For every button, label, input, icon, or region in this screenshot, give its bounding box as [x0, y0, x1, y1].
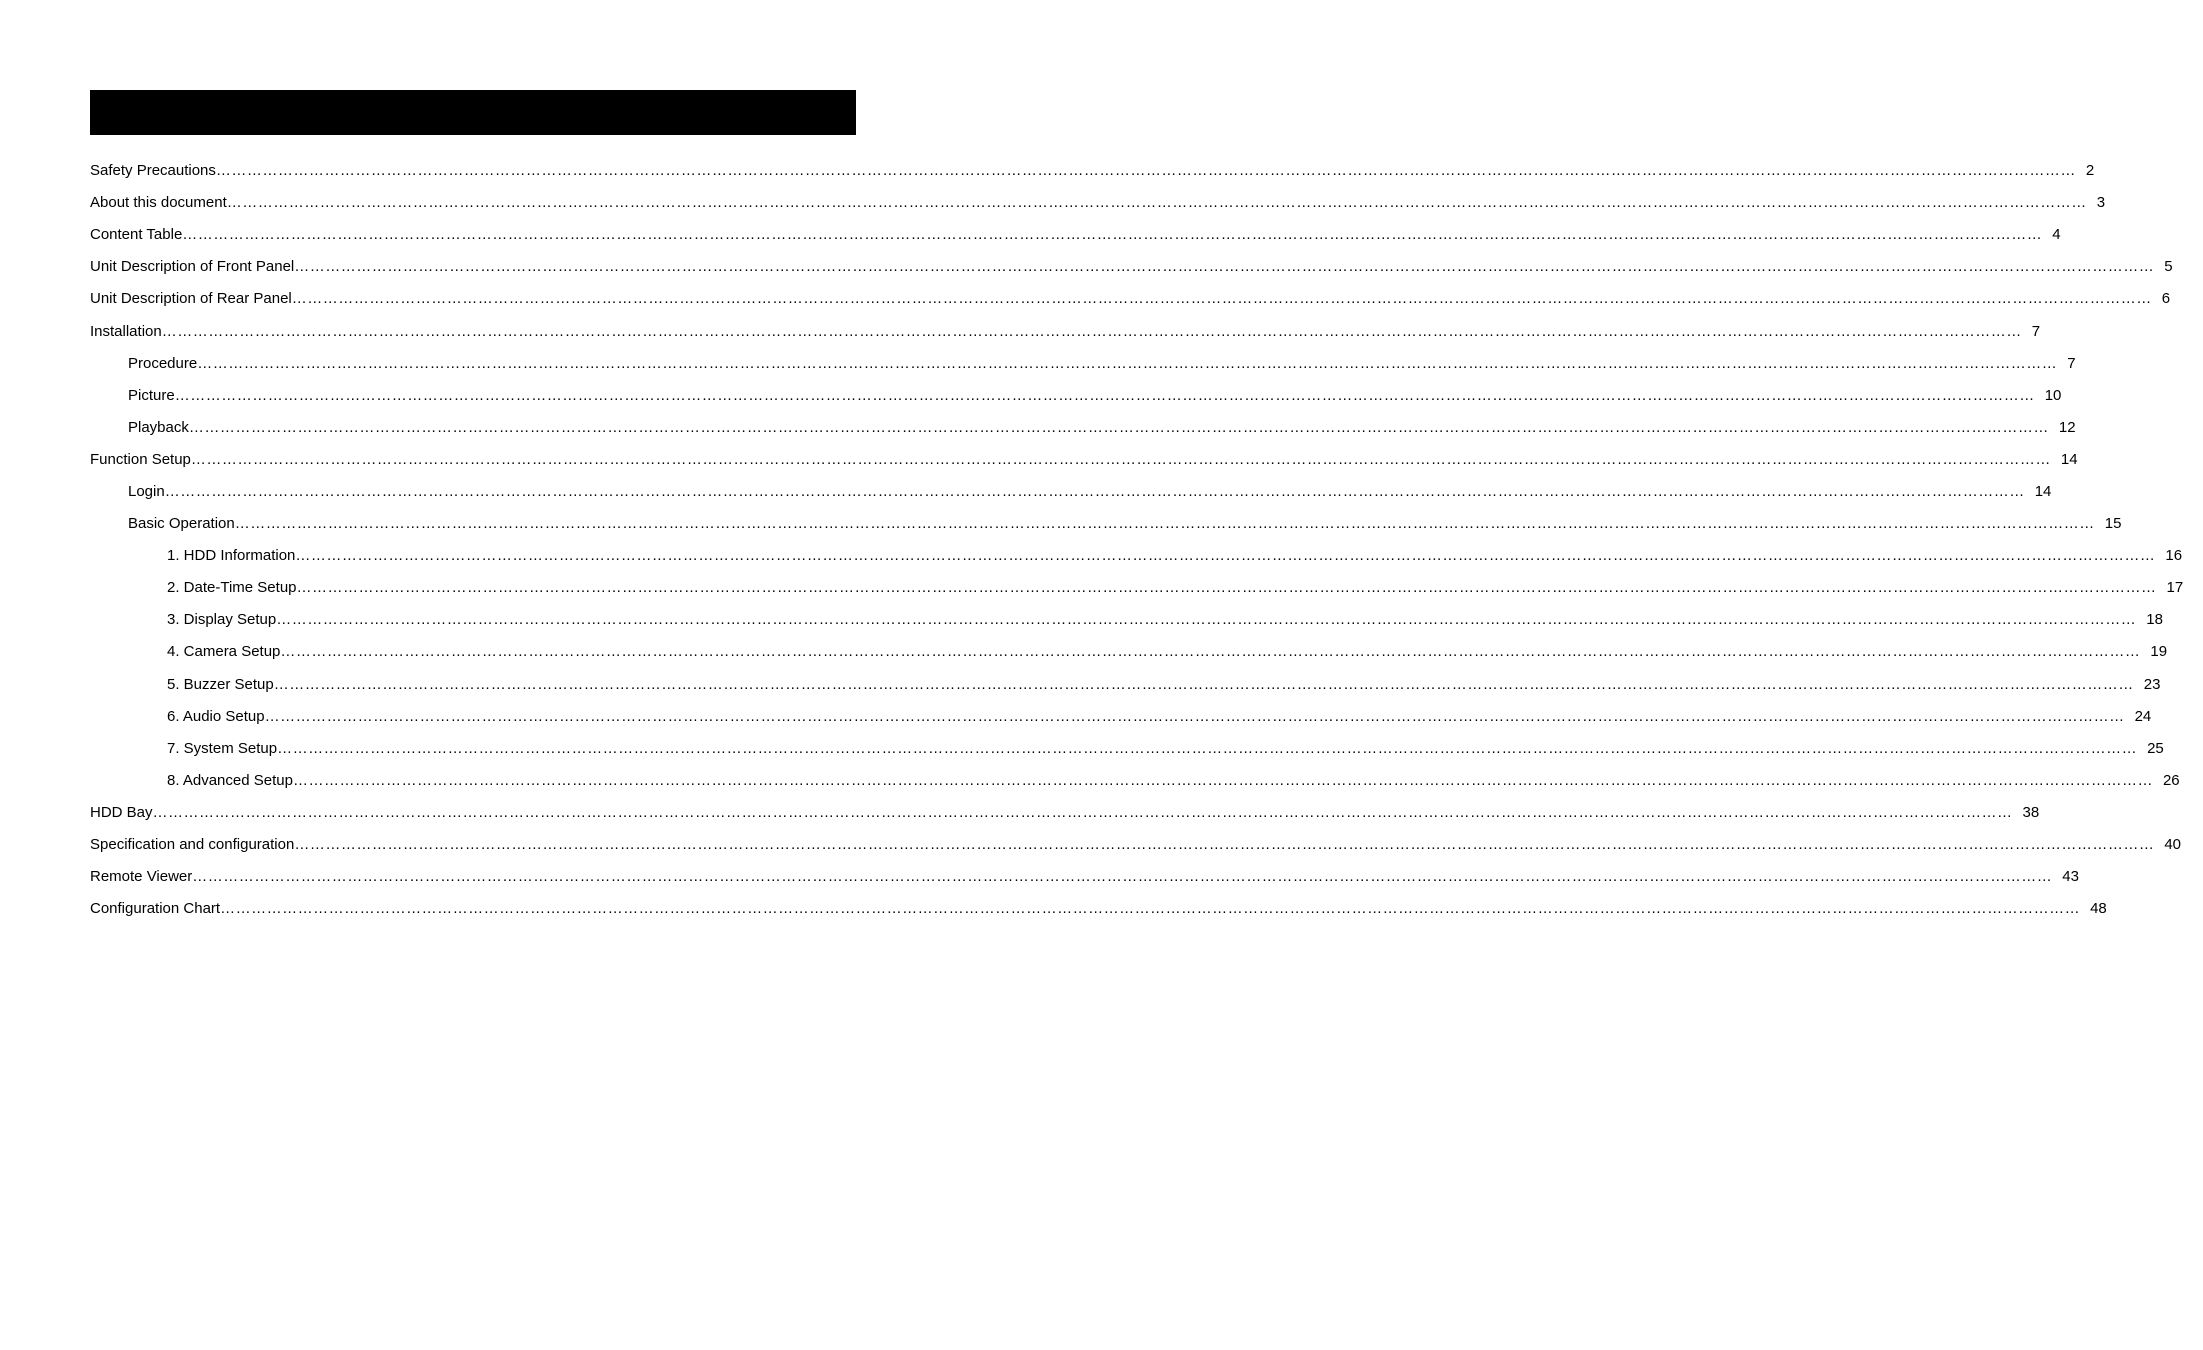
toc-entry-page: 40	[2164, 836, 2181, 854]
toc-entry-label: 5. Buzzer Setup	[167, 675, 274, 693]
toc-entry-page: 38	[2022, 803, 2040, 821]
toc-leader-dots: ………………………………………………………………………………………………………………………………………………………………………………………………………………………………………………………………………………………………………………………………	[215, 162, 2076, 180]
toc-leader-dots: ………………………………………………………………………………………………………………………………………………………………………………………………………………………………………………………………………………………………………………………………	[152, 803, 2013, 821]
toc-leader-dots: ………………………………………………………………………………………………………………………………………………………………………………………………………………………………………………………………………………………………………………………………	[197, 354, 2058, 372]
toc-entry[interactable]	[90, 540, 2183, 572]
toc-entry[interactable]	[90, 604, 2163, 636]
toc-entry[interactable]	[90, 155, 2095, 187]
toc-entry[interactable]	[90, 701, 2152, 733]
toc-entry[interactable]	[90, 765, 2180, 797]
toc-entry[interactable]	[90, 187, 2106, 219]
toc-entry-label: Picture	[128, 386, 175, 404]
toc-leader-dots: ………………………………………………………………………………………………………………………………………………………………………………………………………………………………………………………………………………………………………………………………	[295, 547, 2156, 565]
toc-leader-dots: ………………………………………………………………………………………………………………………………………………………………………………………………………………………………………………………………………………………………………………………………	[164, 482, 2025, 500]
toc-leader-dots: ………………………………………………………………………………………………………………………………………………………………………………………………………………………………………………………………………………………………………………………………	[264, 707, 2125, 725]
toc-leader-dots: ………………………………………………………………………………………………………………………………………………………………………………………………………………………………………………………………………………………………………………………………	[291, 290, 2152, 308]
toc-leader-dots: ………………………………………………………………………………………………………………………………………………………………………………………………………………………………………………………………………………………………………………………………	[226, 194, 2087, 212]
toc-entry-page: 19	[2150, 643, 2168, 661]
toc-entry-label: Basic Operation	[128, 515, 235, 533]
toc-leader-dots: ………………………………………………………………………………………………………………………………………………………………………………………………………………………………………………………………………………………………………………………………	[296, 579, 2157, 597]
toc-entry-page: 24	[2134, 707, 2152, 725]
toc-entry-label: HDD Bay	[90, 803, 153, 821]
toc-entry-page: 15	[2104, 515, 2122, 533]
toc-leader-dots: ………………………………………………………………………………………………………………………………………………………………………………………………………………………………………………………………………………………………………………………………	[276, 611, 2137, 629]
toc-leader-dots: ………………………………………………………………………………………………………………………………………………………………………………………………………………………………………………………………………………………………………………………………	[234, 515, 2095, 533]
toc-leader-dots: ………………………………………………………………………………………………………………………………………………………………………………………………………………………………………………………………………………………………………………………………	[188, 418, 2049, 436]
toc-entry-page: 12	[2058, 418, 2076, 436]
toc-entry[interactable]	[90, 476, 2052, 508]
toc-entry[interactable]	[90, 348, 2076, 380]
toc-entry-page: 10	[2044, 386, 2062, 404]
toc-entry-label: Specification and configuration	[90, 836, 295, 854]
toc-entry[interactable]	[90, 380, 2062, 412]
toc-leader-dots: ………………………………………………………………………………………………………………………………………………………………………………………………………………………………………………………………………………………………………………………………	[174, 386, 2035, 404]
toc-entry[interactable]	[90, 893, 2107, 925]
toc-entry-label: Unit Description of Rear Panel	[90, 290, 292, 308]
toc-entry-page: 14	[2034, 482, 2052, 500]
toc-entry[interactable]	[90, 219, 2061, 251]
toc-entry-page: 17	[2166, 579, 2184, 597]
toc-entry-label: Login	[128, 482, 165, 500]
toc-entry-label: Function Setup	[90, 450, 191, 468]
toc-entry-page: 7	[2031, 322, 2041, 340]
toc-leader-dots: ………………………………………………………………………………………………………………………………………………………………………………………………………………………………………………………………………………………………………………………………	[292, 771, 2153, 789]
toc-leader-dots: ………………………………………………………………………………………………………………………………………………………………………………………………………………………………………………………………………………………………………………………………	[220, 900, 2081, 918]
toc-entry-label: Playback	[128, 418, 189, 436]
toc-entry-label: 6. Audio Setup	[167, 707, 265, 725]
toc-entry-page: 48	[2090, 900, 2107, 918]
toc-entry-label: Remote Viewer	[90, 868, 193, 886]
toc-entry-label: Configuration Chart	[90, 900, 221, 918]
toc-entry[interactable]	[90, 669, 2161, 701]
toc-leader-dots: ………………………………………………………………………………………………………………………………………………………………………………………………………………………………………………………………………………………………………………………………	[192, 868, 2053, 886]
toc-entry-label: 3. Display Setup	[167, 611, 277, 629]
toc-entry-page: 6	[2161, 290, 2171, 308]
toc-entry[interactable]	[90, 412, 2076, 444]
toc-entry-page: 23	[2143, 675, 2161, 693]
toc-entry-label: Installation	[90, 322, 162, 340]
toc-entry[interactable]	[90, 572, 2184, 604]
toc-leader-dots: ………………………………………………………………………………………………………………………………………………………………………………………………………………………………………………………………………………………………………………………………	[190, 450, 2051, 468]
header-bar	[90, 90, 856, 135]
toc-entry-label: 8. Advanced Setup	[167, 771, 293, 789]
toc-entry[interactable]	[90, 829, 2181, 861]
toc-entry[interactable]	[90, 508, 2122, 540]
toc-entry-label: Content Table	[90, 226, 183, 244]
toc-entry-page: 18	[2146, 611, 2163, 629]
toc-entry-page: 7	[2067, 354, 2076, 372]
toc-entry-page: 26	[2162, 771, 2180, 789]
toc-entry[interactable]	[90, 636, 2168, 668]
toc-entry[interactable]	[90, 861, 2079, 893]
toc-leader-dots: ………………………………………………………………………………………………………………………………………………………………………………………………………………………………………………………………………………………………………………………………	[277, 739, 2138, 757]
toc-entry[interactable]	[90, 283, 2171, 315]
toc-entry-label: 1. HDD Information	[167, 547, 296, 565]
toc-leader-dots: ………………………………………………………………………………………………………………………………………………………………………………………………………………………………………………………………………………………………………………………………	[273, 675, 2134, 693]
toc-leader-dots: ………………………………………………………………………………………………………………………………………………………………………………………………………………………………………………………………………………………………………………………………	[280, 643, 2141, 661]
toc-entry[interactable]	[90, 251, 2173, 283]
toc-leader-dots: ………………………………………………………………………………………………………………………………………………………………………………………………………………………………………………………………………………………………………………………………	[294, 836, 2155, 854]
toc-entry-page: 43	[2062, 868, 2079, 886]
toc-entry[interactable]	[90, 315, 2041, 347]
toc-entry-page: 2	[2085, 162, 2095, 180]
toc-entry-page: 3	[2096, 194, 2106, 212]
toc-entry-label: Unit Description of Front Panel	[90, 258, 295, 276]
toc-entry[interactable]	[90, 797, 2040, 829]
toc-entry-label: About this document	[90, 194, 227, 212]
toc-entry-label: Safety Precautions	[90, 162, 216, 180]
toc-entry[interactable]	[90, 444, 2078, 476]
toc-entry-page: 14	[2060, 450, 2078, 468]
toc-entry-page: 4	[2052, 226, 2061, 244]
toc-entry[interactable]	[90, 733, 2164, 765]
toc-entry-label: Procedure	[128, 354, 198, 372]
toc-entry-page: 5	[2164, 258, 2173, 276]
toc-entry-page: 16	[2165, 547, 2183, 565]
toc-leader-dots: ………………………………………………………………………………………………………………………………………………………………………………………………………………………………………………………………………………………………………………………………	[294, 258, 2155, 276]
table-of-contents	[90, 155, 2184, 925]
toc-leader-dots: ………………………………………………………………………………………………………………………………………………………………………………………………………………………………………………………………………………………………………………………………	[182, 226, 2043, 244]
toc-entry-page: 25	[2147, 739, 2164, 757]
toc-entry-label: 7. System Setup	[167, 739, 278, 757]
toc-entry-label: 2. Date-Time Setup	[167, 579, 297, 597]
toc-leader-dots: ………………………………………………………………………………………………………………………………………………………………………………………………………………………………………………………………………………………………………………………………	[161, 322, 2022, 340]
toc-entry-label: 4. Camera Setup	[167, 643, 281, 661]
